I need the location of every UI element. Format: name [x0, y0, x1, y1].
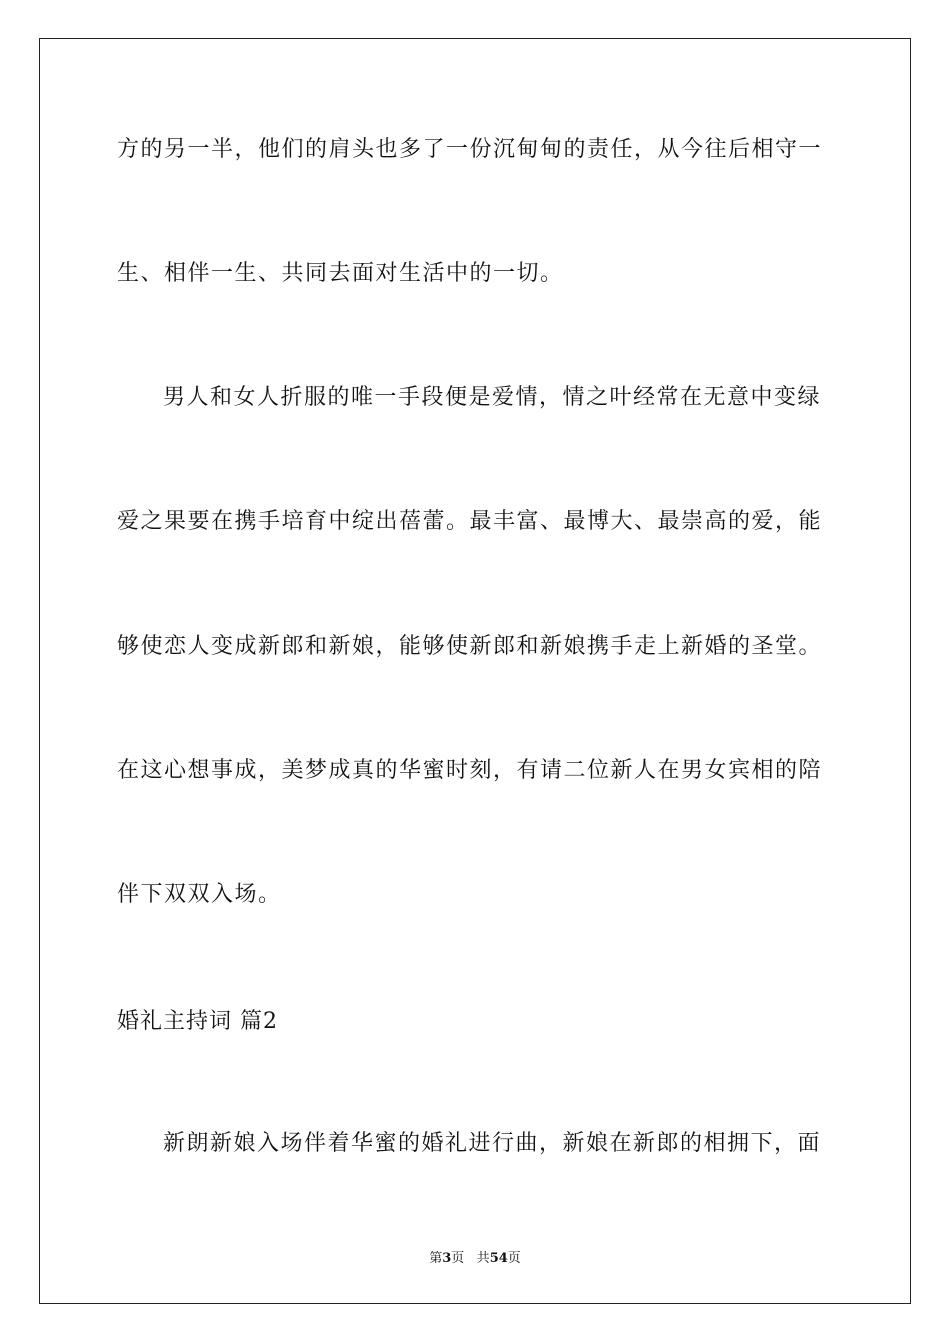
page-footer — [0, 1247, 950, 1266]
paragraph-line: 伴下双双入场。 — [117, 882, 282, 907]
footer-page-number: 3 — [442, 1251, 452, 1266]
paragraph-line: 方的另一半，他们的肩头也多了一份沉甸甸的责任，从今往后相守一 — [117, 137, 823, 162]
paragraph-line: 够使恋人变成新郎和新娘，能够使新郎和新娘携手走上新婚的圣堂。 — [117, 634, 823, 659]
footer-page-prefix: 第 — [429, 1251, 443, 1266]
footer-page-suffix: 页 — [451, 1251, 465, 1266]
footer-total-suffix: 页 — [507, 1251, 521, 1266]
section-heading: 婚礼主持词 篇2 — [117, 1009, 278, 1034]
paragraph-line: 爱之果要在携手培育中绽出蓓蕾。最丰富、最博大、最崇高的爱，能 — [117, 509, 823, 534]
footer-total-prefix: 共 — [476, 1251, 490, 1266]
footer-total-pages: 54 — [489, 1251, 508, 1266]
page-border — [39, 38, 911, 1304]
paragraph-line: 生、相伴一生、共同去面对生活中的一切。 — [117, 261, 564, 286]
paragraph-line: 男人和女人折服的唯一手段便是爱情，情之叶经常在无意中变绿 — [163, 385, 822, 410]
paragraph-line: 新朗新娘入场伴着华蜜的婚礼进行曲，新娘在新郎的相拥下，面 — [163, 1131, 822, 1156]
paragraph-line: 在这心想事成，美梦成真的华蜜时刻，有请二位新人在男女宾相的陪 — [117, 758, 823, 783]
